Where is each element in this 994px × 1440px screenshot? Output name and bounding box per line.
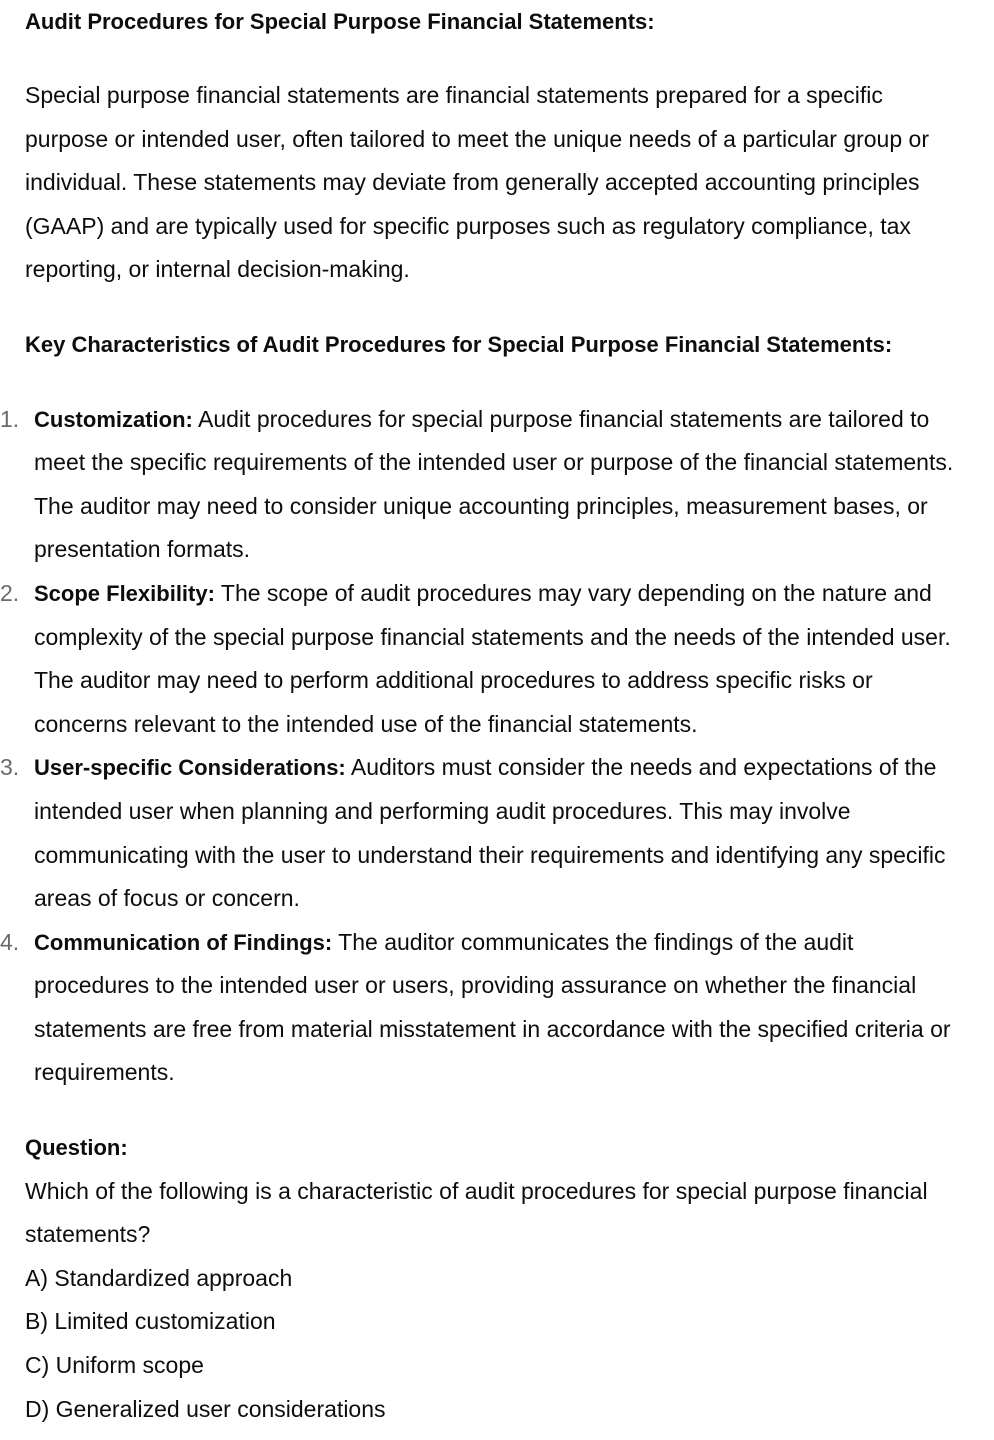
- list-item-number: 3.: [0, 754, 20, 781]
- characteristics-list: [0, 398, 994, 1096]
- list-item: [0, 746, 954, 920]
- list-item: [0, 398, 954, 572]
- list-item-number: 1.: [0, 405, 20, 432]
- answer-option-d: D) Generalized user considerations: [25, 1395, 386, 1422]
- list-item-text: The scope of audit procedures may vary depending on the nature and complexity of the special purpose financial statements and the needs of the intended user. The auditor may need to perform additional procedures to address specific risks or concerns relevant to the intended use of the financial statements.: [34, 579, 951, 737]
- list-item-number: 4.: [0, 928, 20, 955]
- list-item: [0, 572, 954, 746]
- answer-option-b: B) Limited customization: [25, 1308, 276, 1335]
- intro-paragraph: Special purpose financial statements are financial statements prepared for a specific purpose or intended user, often tailored to meet the unique needs of a particular group or individual. These statements may deviate from generally accepted accounting principles (GAAP) and are typically used for specific purposes such as regulatory compliance, tax reporting, or internal decision-making.: [25, 82, 929, 283]
- answer-options: [25, 1257, 994, 1431]
- answer-option-a: A) Standardized approach: [25, 1264, 293, 1291]
- list-item-term: Customization:: [34, 406, 193, 432]
- list-item-text: Auditors must consider the needs and expectations of the intended user when planning and performing audit procedures. This may involve communicating with the user to understand their requirements and identifying any specific areas of focus or concern.: [34, 754, 946, 912]
- key-characteristics-heading: Key Characteristics of Audit Procedures for Special Purpose Financial Statements:: [25, 331, 893, 357]
- list-item-term: User-specific Considerations:: [34, 755, 346, 781]
- answer-option-c: C) Uniform scope: [25, 1352, 204, 1379]
- question-text: Which of the following is a characteristic of audit procedures for special purpose financial statements?: [25, 1177, 928, 1248]
- list-item-number: 2.: [0, 579, 20, 606]
- list-item-term: Communication of Findings:: [34, 929, 333, 955]
- list-item: [0, 921, 954, 1095]
- question-heading: Question:: [25, 1135, 128, 1161]
- document-title: Audit Procedures for Special Purpose Financial Statements:: [25, 9, 655, 34]
- list-item-text: The auditor communicates the findings of the audit procedures to the intended user or users, providing assurance on whether the financial statements are free from material misstatement in accordance with the specified criteria or requirements.: [34, 928, 951, 1086]
- list-item-text: Audit procedures for special purpose financial statements are tailored to meet the specific requirements of the intended user or purpose of the financial statements. The auditor may need to consider unique accounting principles, measurement bases, or presentation formats.: [34, 405, 954, 563]
- list-item-term: Scope Flexibility:: [34, 580, 215, 606]
